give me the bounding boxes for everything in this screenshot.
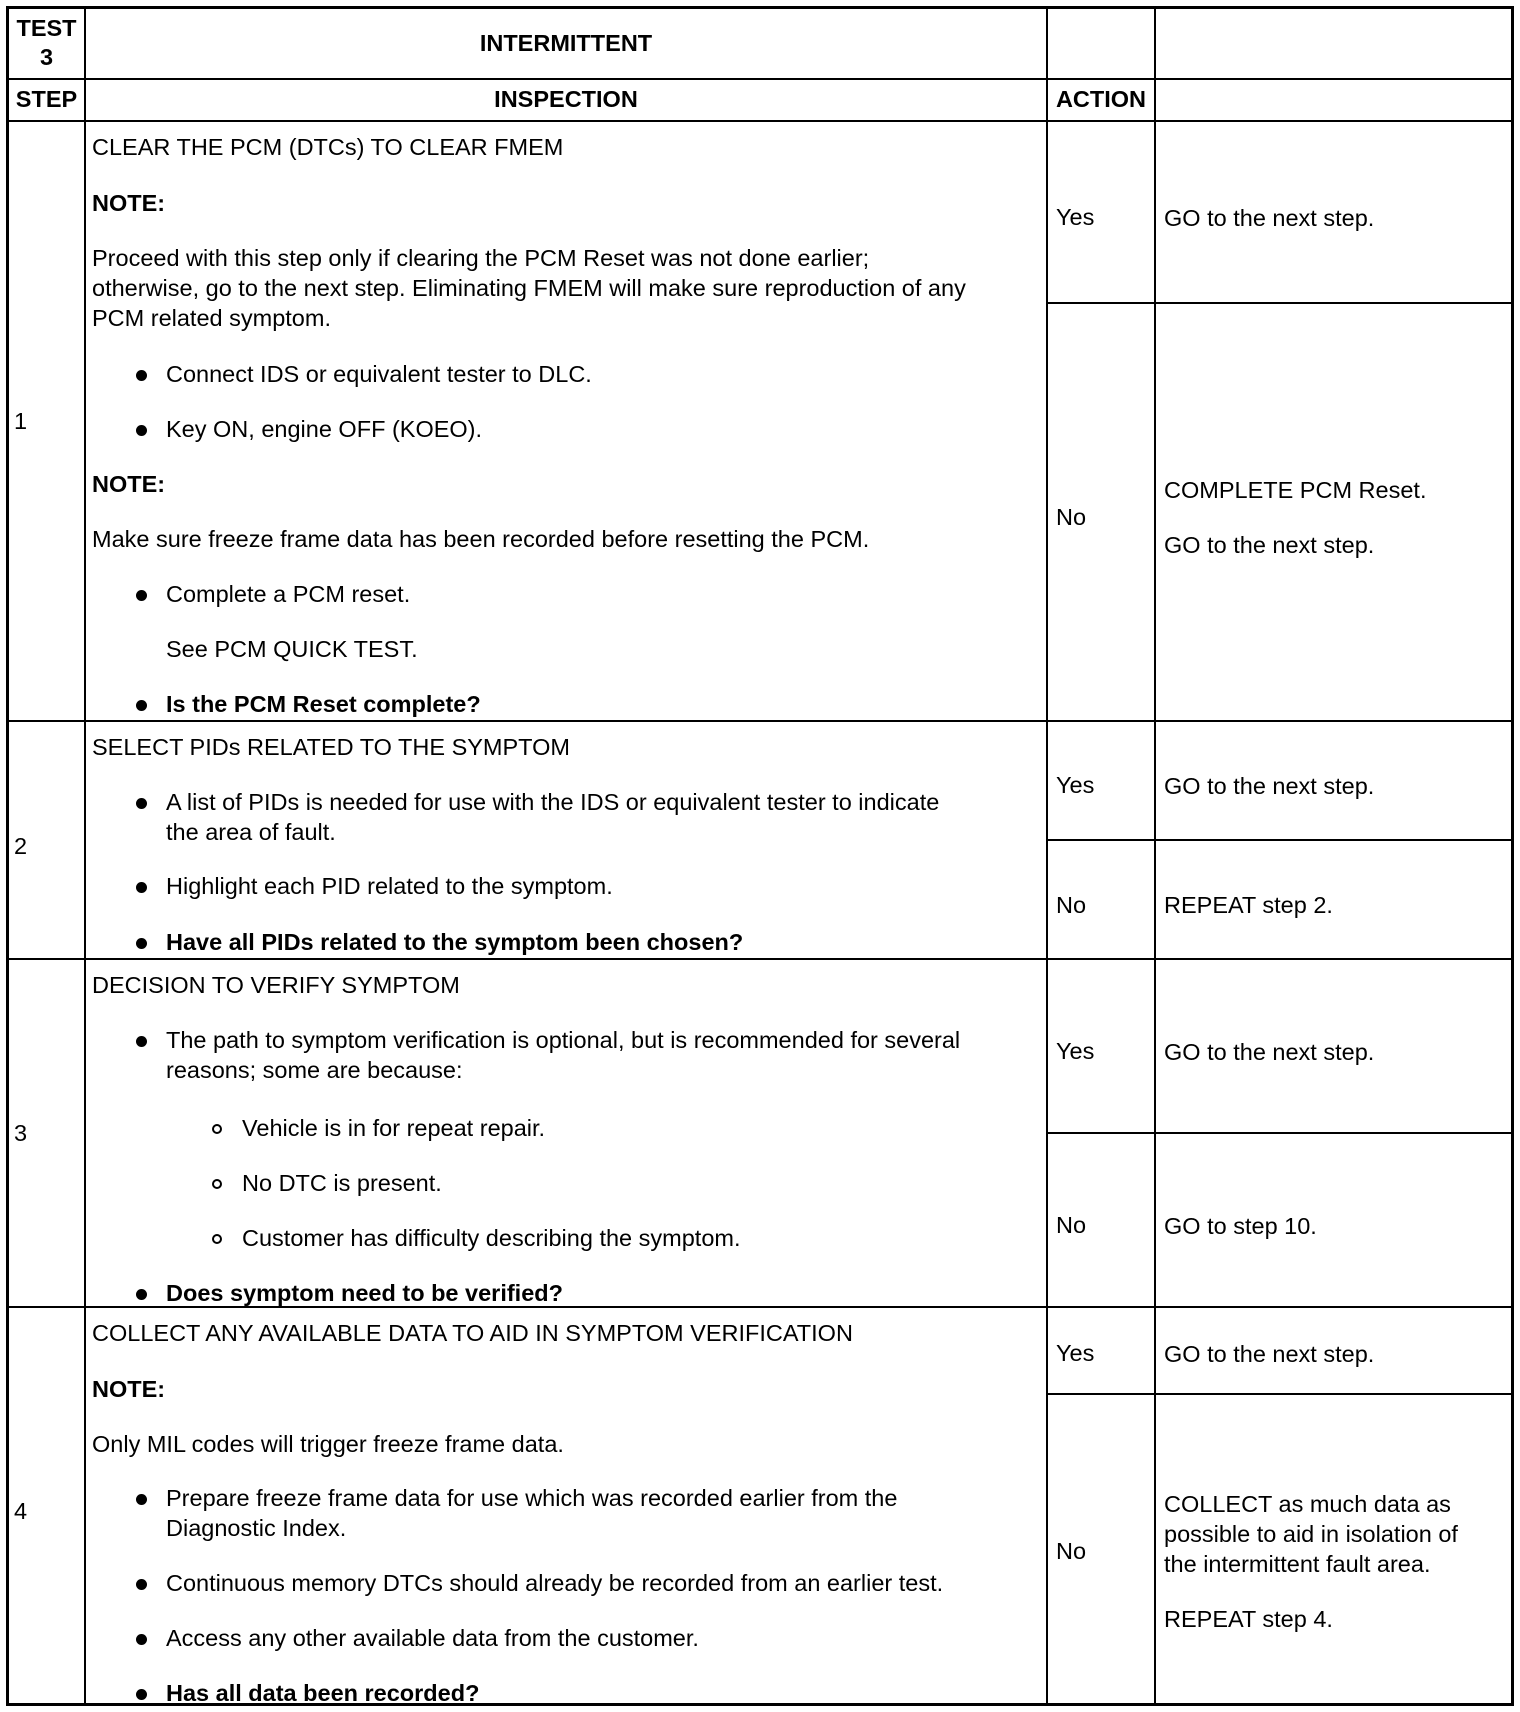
no-action: COLLECT as much data as (1164, 1491, 1451, 1517)
column-divider-action (1154, 6, 1156, 1706)
yes-label: Yes (1056, 772, 1095, 798)
bullet-icon (136, 1634, 147, 1645)
yes-no-divider-step-2 (1046, 839, 1514, 841)
step-title: COLLECT ANY AVAILABLE DATA TO AID IN SYMPTOM VERIFICATION (92, 1320, 853, 1346)
instruction: Continuous memory DTCs should already be recorded from an earlier test. (166, 1570, 944, 1596)
yes-no-divider-step-1 (1046, 302, 1514, 304)
bullet-icon (136, 370, 147, 381)
page-title: INTERMITTENT (479, 30, 653, 56)
instruction: Complete a PCM reset. (166, 581, 411, 607)
yes-label: Yes (1056, 1340, 1095, 1366)
instruction: A list of PIDs is needed for use with the IDS or equivalent tester to indicate (166, 789, 940, 815)
sub-instruction: Vehicle is in for repeat repair. (242, 1115, 546, 1141)
note-label: NOTE: (92, 1376, 166, 1402)
no-action: GO to step 10. (1164, 1213, 1317, 1239)
sub-instruction: No DTC is present. (242, 1170, 442, 1196)
bullet-icon (136, 798, 147, 809)
instruction: Diagnostic Index. (166, 1515, 347, 1541)
column-divider-step (84, 6, 86, 1706)
note-label: NOTE: (92, 190, 166, 216)
no-action: possible to aid in isolation of (1164, 1521, 1458, 1547)
row-divider-step-1 (6, 720, 1514, 722)
yes-action: GO to the next step. (1164, 1039, 1375, 1065)
instruction: Highlight each PID related to the symptom. (166, 873, 613, 899)
yes-label: Yes (1056, 204, 1095, 230)
diagnostic-test-table (6, 6, 1514, 1706)
column-header-inspection: INSPECTION (494, 86, 638, 112)
border-left (6, 6, 9, 1706)
test-label: TEST (16, 15, 77, 41)
note-text: otherwise, go to the next step. Eliminating FMEM will make sure reproduction of any (92, 275, 966, 301)
no-action: REPEAT step 2. (1164, 892, 1333, 918)
instruction: Prepare freeze frame data for use which was recorded earlier from the (166, 1485, 898, 1511)
column-header-step: STEP (15, 86, 78, 112)
note-text: Only MIL codes will trigger freeze frame data. (92, 1431, 564, 1457)
note-label: NOTE: (92, 471, 166, 497)
no-label: No (1056, 892, 1087, 918)
instruction: The path to symptom verification is optional, but is recommended for several (166, 1027, 961, 1053)
border-top (6, 6, 1514, 9)
step-number: 1 (14, 408, 28, 434)
question: Is the PCM Reset complete? (166, 691, 481, 717)
note-text: PCM related symptom. (92, 305, 331, 331)
yes-action: GO to the next step. (1164, 773, 1375, 799)
bullet-icon (136, 1036, 147, 1047)
yes-action: GO to the next step. (1164, 1341, 1375, 1367)
border-right (1511, 6, 1514, 1706)
no-label: No (1056, 504, 1087, 530)
no-label: No (1056, 1212, 1087, 1238)
step-title: DECISION TO VERIFY SYMPTOM (92, 972, 460, 998)
sub-bullet-icon (212, 1124, 222, 1134)
bullet-icon (136, 882, 147, 893)
instruction: Key ON, engine OFF (KOEO). (166, 416, 483, 442)
question: Does symptom need to be verified? (166, 1280, 563, 1306)
instruction: the area of fault. (166, 819, 336, 845)
bullet-icon (136, 1494, 147, 1505)
yes-no-divider-step-4 (1046, 1393, 1514, 1395)
instruction-reference: See PCM QUICK TEST. (166, 636, 418, 662)
note-text: Make sure freeze frame data has been recorded before resetting the PCM. (92, 526, 870, 552)
instruction: reasons; some are because: (166, 1057, 463, 1083)
column-header-action: ACTION (1055, 86, 1147, 112)
row-divider-step-2 (6, 958, 1514, 960)
no-action: REPEAT step 4. (1164, 1606, 1333, 1632)
step-number: 2 (14, 833, 28, 859)
note-text: Proceed with this step only if clearing the PCM Reset was not done earlier; (92, 245, 870, 271)
step-title: CLEAR THE PCM (DTCs) TO CLEAR FMEM (92, 134, 564, 160)
bullet-icon (136, 1689, 147, 1700)
bullet-icon (136, 590, 147, 601)
yes-no-divider-step-3 (1046, 1132, 1514, 1134)
sub-bullet-icon (212, 1179, 222, 1189)
bullet-icon (136, 1289, 147, 1300)
test-number: 3 (39, 44, 54, 70)
instruction: Access any other available data from the customer. (166, 1625, 699, 1651)
instruction: Connect IDS or equivalent tester to DLC. (166, 361, 592, 387)
row-divider-header (6, 78, 1514, 80)
row-divider-columns (6, 120, 1514, 122)
question: Have all PIDs related to the symptom been chosen? (166, 929, 744, 955)
bullet-icon (136, 425, 147, 436)
sub-instruction: Customer has difficulty describing the symptom. (242, 1225, 741, 1251)
no-action: COMPLETE PCM Reset. (1164, 477, 1427, 503)
yes-label: Yes (1056, 1038, 1095, 1064)
bullet-icon (136, 700, 147, 711)
step-number: 4 (14, 1498, 28, 1524)
question: Has all data been recorded? (166, 1680, 480, 1706)
bullet-icon (136, 1579, 147, 1590)
bullet-icon (136, 938, 147, 949)
step-number: 3 (14, 1120, 28, 1146)
no-label: No (1056, 1538, 1087, 1564)
column-divider-inspection (1046, 6, 1048, 1706)
no-action: the intermittent fault area. (1164, 1551, 1431, 1577)
yes-action: GO to the next step. (1164, 205, 1375, 231)
sub-bullet-icon (212, 1234, 222, 1244)
step-title: SELECT PIDs RELATED TO THE SYMPTOM (92, 734, 570, 760)
no-action: GO to the next step. (1164, 532, 1375, 558)
